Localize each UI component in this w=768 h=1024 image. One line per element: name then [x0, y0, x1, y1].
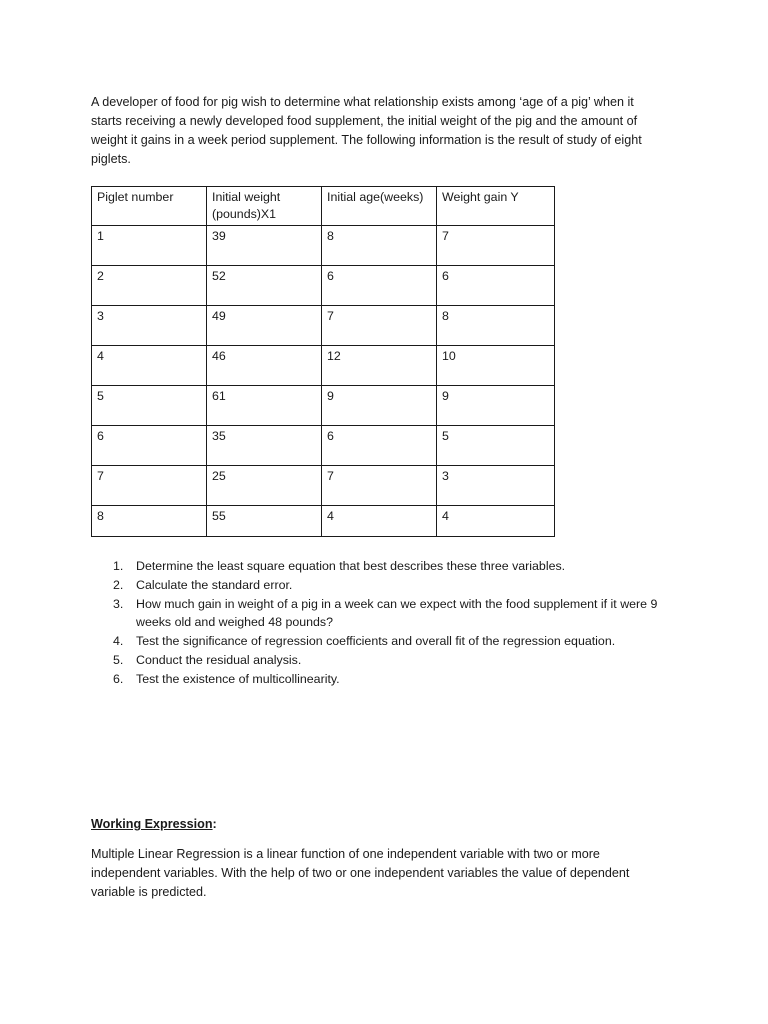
paragraph-line: Multiple Linear Regression is a linear function of one independent variable with two or more — [91, 847, 600, 861]
table-row — [92, 306, 555, 346]
cell-piglet-number: 1 — [92, 226, 207, 266]
cell-weight-gain: 7 — [437, 226, 555, 266]
cell-initial-weight: 46 — [207, 346, 322, 386]
question-number: 4. — [113, 634, 124, 649]
cell-weight-gain: 3 — [437, 466, 555, 506]
list-item — [113, 576, 673, 595]
cell-weight-gain: 8 — [437, 306, 555, 346]
header-initial-weight: Initial weight (pounds)X1 — [207, 187, 322, 226]
section-heading-colon: : — [212, 817, 217, 831]
question-number: 6. — [113, 671, 124, 686]
cell-initial-age: 6 — [322, 266, 437, 306]
table-row — [92, 426, 555, 466]
cell-piglet-number: 7 — [92, 466, 207, 506]
table-row — [92, 386, 555, 426]
cell-initial-weight: 39 — [207, 226, 322, 266]
cell-weight-gain: 9 — [437, 386, 555, 426]
cell-initial-age: 7 — [322, 466, 437, 506]
list-item — [113, 557, 673, 576]
cell-initial-age: 8 — [322, 226, 437, 266]
cell-initial-age: 12 — [322, 346, 437, 386]
list-item — [113, 670, 673, 689]
question-text: Test the existence of multicollinearity. — [136, 671, 340, 686]
intro-paragraph — [91, 93, 671, 169]
list-item — [113, 651, 673, 670]
cell-weight-gain: 5 — [437, 426, 555, 466]
cell-weight-gain: 4 — [437, 506, 555, 537]
question-number: 2. — [113, 577, 124, 592]
question-text: Conduct the residual analysis. — [136, 652, 302, 667]
question-number: 5. — [113, 652, 124, 667]
question-list — [113, 557, 673, 689]
working-paragraph — [91, 845, 681, 902]
cell-initial-age: 9 — [322, 386, 437, 426]
cell-piglet-number: 3 — [92, 306, 207, 346]
question-text: Test the significance of regression coefficients and overall fit of the regression equation. — [136, 634, 616, 649]
cell-initial-weight: 35 — [207, 426, 322, 466]
table-header-row — [92, 187, 555, 226]
cell-piglet-number: 2 — [92, 266, 207, 306]
header-weight-gain: Weight gain Y — [437, 187, 555, 226]
cell-initial-weight: 61 — [207, 386, 322, 426]
list-item — [113, 595, 673, 633]
header-piglet-number: Piglet number — [92, 187, 207, 226]
intro-line: A developer of food for pig wish to determine what relationship exists among ‘age of a pig’ when it — [91, 95, 634, 109]
cell-initial-weight: 55 — [207, 506, 322, 537]
question-text: Determine the least square equation that best describes these three variables. — [136, 559, 566, 573]
header-initial-age: Initial age(weeks) — [322, 187, 437, 226]
cell-piglet-number: 4 — [92, 346, 207, 386]
cell-weight-gain: 6 — [437, 266, 555, 306]
cell-piglet-number: 5 — [92, 386, 207, 426]
cell-piglet-number: 6 — [92, 426, 207, 466]
cell-weight-gain: 10 — [437, 346, 555, 386]
intro-line: piglets. — [91, 152, 131, 166]
cell-initial-age: 6 — [322, 426, 437, 466]
cell-initial-weight: 25 — [207, 466, 322, 506]
question-number: 1. — [113, 559, 124, 573]
cell-initial-age: 7 — [322, 306, 437, 346]
question-text: Calculate the standard error. — [136, 577, 293, 592]
cell-initial-weight: 52 — [207, 266, 322, 306]
section-heading — [91, 815, 217, 833]
cell-piglet-number: 8 — [92, 506, 207, 537]
table-row — [92, 506, 555, 537]
cell-initial-weight: 49 — [207, 306, 322, 346]
section-heading-text: Working Expression — [91, 817, 213, 831]
table-row — [92, 466, 555, 506]
list-item — [113, 632, 673, 651]
table-row — [92, 226, 555, 266]
question-number: 3. — [113, 596, 124, 611]
piglet-data-table — [91, 186, 555, 537]
table-row — [92, 346, 555, 386]
intro-line: starts receiving a newly developed food supplement, the initial weight of the pig and the amount of — [91, 114, 638, 128]
question-text: How much gain in weight of a pig in a week can we expect with the food supplement if it were 9 weeks old and weighed 48 pounds? — [136, 596, 658, 630]
intro-line: weight it gains in a week period supplement. The following information is the result of study of eight — [91, 133, 642, 147]
cell-initial-age: 4 — [322, 506, 437, 537]
paragraph-line: independent variables. With the help of two or one independent variables the value of dependent — [91, 866, 630, 880]
table-row — [92, 266, 555, 306]
paragraph-line: variable is predicted. — [91, 885, 207, 899]
